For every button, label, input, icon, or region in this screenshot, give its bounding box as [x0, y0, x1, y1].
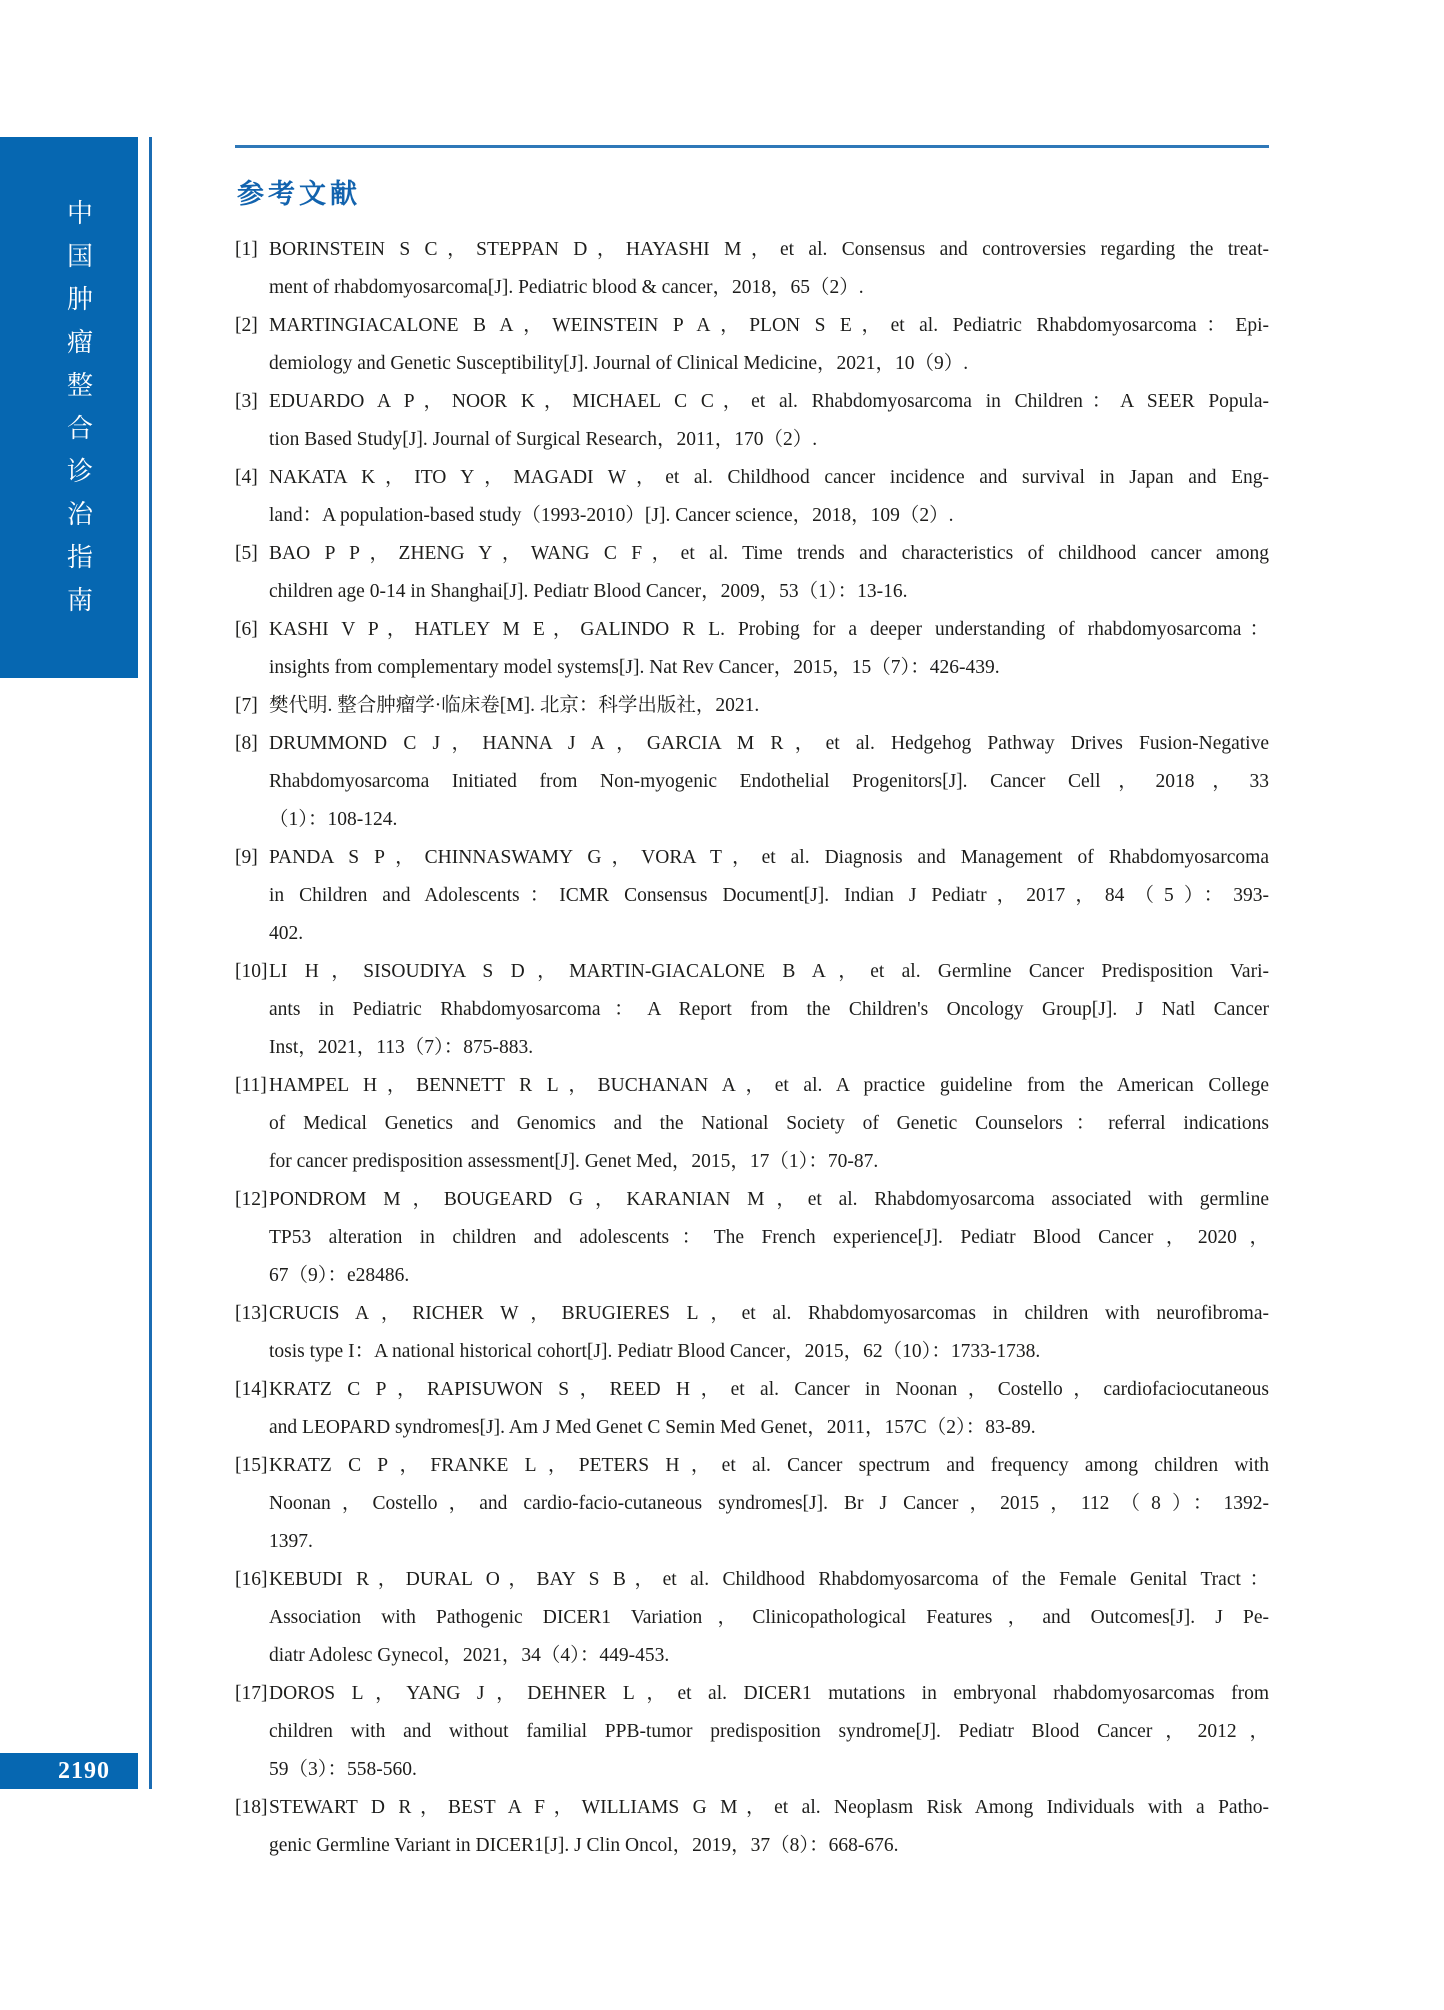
- reference-item: [235, 1675, 1269, 1789]
- references-list: [235, 231, 1269, 1865]
- reference-label: [17]: [235, 1683, 268, 1704]
- reference-line: [17]DOROS L，YANG J，DEHNER L，et al. DICER1 mutations in embryonal rhabdomyosarcomas from: [269, 1675, 1269, 1713]
- reference-line: land：A population-based study（1993-2010）[J]. Cancer science，2018，109（2）.: [269, 505, 954, 526]
- reference-line: [12]PONDROM M，BOUGEARD G，KARANIAN M，et al. Rhabdomyosarcoma associated with germline: [269, 1181, 1269, 1219]
- references-heading: 参考文献: [237, 179, 361, 210]
- reference-item: [235, 383, 1269, 459]
- reference-line: children age 0-14 in Shanghai[J]. Pediatr Blood Cancer，2009，53（1）：13-16.: [269, 581, 908, 602]
- reference-item: [235, 535, 1269, 611]
- reference-label: [16]: [235, 1569, 268, 1590]
- reference-line: insights from complementary model systems[J]. Nat Rev Cancer，2015，15（7）：426-439.: [269, 657, 1000, 678]
- reference-item: [235, 725, 1269, 839]
- reference-label: [11]: [235, 1075, 267, 1096]
- reference-label: [9]: [235, 847, 258, 868]
- page-number-badge: [0, 1753, 138, 1789]
- reference-line: [6] KASHI V P，HATLEY M E，GALINDO R L. Probing for a deeper understanding of rhabdomyosarcoma：: [269, 611, 1269, 649]
- reference-line: for cancer predisposition assessment[J]. Genet Med，2015，17（1）：70-87.: [269, 1151, 879, 1172]
- reference-line: 402.: [269, 923, 304, 944]
- sidebar-title-char: 诊: [66, 457, 93, 486]
- reference-label: [10]: [235, 961, 268, 982]
- reference-line: [10]LI H，SISOUDIYA S D，MARTIN-GIACALONE B A，et al. Germline Cancer Predisposition Vari-: [269, 953, 1269, 991]
- reference-item: [235, 231, 1269, 307]
- reference-item: [235, 1181, 1269, 1295]
- reference-label: [2]: [235, 315, 258, 336]
- reference-label: [14]: [235, 1379, 268, 1400]
- reference-line: demiology and Genetic Susceptibility[J]. Journal of Clinical Medicine，2021，10（9）.: [269, 353, 969, 374]
- reference-item: [235, 611, 1269, 687]
- reference-label: [8]: [235, 733, 258, 754]
- reference-item: [235, 1067, 1269, 1181]
- reference-line: [15]KRATZ C P，FRANKE L，PETERS H，et al. Cancer spectrum and frequency among children with: [269, 1447, 1269, 1485]
- reference-line: TP53 alteration in children and adolescents：The French experience[J]. Pediatr Blood Cancer，2020，: [269, 1227, 1269, 1248]
- reference-line: Noonan，Costello，and cardio-facio-cutaneous syndromes[J]. Br J Cancer，2015，112（8）：1392-: [269, 1493, 1269, 1514]
- page-number: 2190: [58, 1757, 110, 1784]
- reference-line: genic Germline Variant in DICER1[J]. J Clin Oncol，2019，37（8）：668-676.: [269, 1835, 899, 1856]
- reference-line: [11] HAMPEL H，BENNETT R L，BUCHANAN A，et al. A practice guideline from the American College: [269, 1067, 1269, 1105]
- reference-line: Rhabdomyosarcoma Initiated from Non-myogenic Endothelial Progenitors[J]. Cancer Cell，2018，33: [269, 771, 1269, 792]
- reference-label: [3]: [235, 391, 258, 412]
- reference-item: [235, 687, 1269, 725]
- reference-line: [2] MARTINGIACALONE B A，WEINSTEIN P A，PLON S E，et al. Pediatric Rhabdomyosarcoma：Epi-: [269, 307, 1269, 345]
- sidebar-banner: [0, 137, 138, 678]
- reference-item: [235, 953, 1269, 1067]
- reference-line: [18]STEWART D R，BEST A F，WILLIAMS G M，et al. Neoplasm Risk Among Individuals with a Patho-: [269, 1789, 1269, 1827]
- reference-item: [235, 1789, 1269, 1865]
- reference-line: and LEOPARD syndromes[J]. Am J Med Genet C Semin Med Genet，2011，157C（2）：83-89.: [269, 1417, 1036, 1438]
- sidebar-divider-line: [149, 137, 152, 1789]
- reference-line: children with and without familial PPB-tumor predisposition syndrome[J]. Pediatr Blood Cancer，2012，: [269, 1721, 1269, 1742]
- reference-item: [235, 1561, 1269, 1675]
- section-rule: [235, 145, 1269, 148]
- reference-item: [235, 1295, 1269, 1371]
- reference-label: [6]: [235, 619, 258, 640]
- reference-item: [235, 307, 1269, 383]
- reference-line: [4] NAKATA K，ITO Y，MAGADI W，et al. Childhood cancer incidence and survival in Japan and Eng-: [269, 459, 1269, 497]
- reference-label: [15]: [235, 1455, 268, 1476]
- reference-label: [1]: [235, 239, 258, 260]
- reference-line: [16]KEBUDI R，DURAL O，BAY S B，et al. Childhood Rhabdomyosarcoma of the Female Genital Tract：: [269, 1561, 1269, 1599]
- sidebar-title-char: 肿: [66, 285, 93, 314]
- sidebar-title-char: 中: [66, 199, 93, 228]
- reference-line: 67（9）：e28486.: [269, 1265, 410, 1286]
- reference-line: of Medical Genetics and Genomics and the National Society of Genetic Counselors：referral indications: [269, 1113, 1269, 1134]
- reference-line: ants in Pediatric Rhabdomyosarcoma：A Report from the Children's Oncology Group[J]. J Natl Cancer: [269, 999, 1269, 1020]
- reference-label: [4]: [235, 467, 258, 488]
- sidebar-title-char: 合: [66, 414, 93, 443]
- reference-line: （1）：108-124.: [269, 809, 398, 830]
- reference-label: [13]: [235, 1303, 268, 1324]
- sidebar-title-char: 瘤: [66, 328, 93, 357]
- reference-line: tosis type I：A national historical cohort[J]. Pediatr Blood Cancer，2015，62（10）：1733-1738.: [269, 1341, 1041, 1362]
- reference-line: ment of rhabdomyosarcoma[J]. Pediatric blood & cancer，2018，65（2）.: [269, 277, 864, 298]
- reference-item: [235, 839, 1269, 953]
- sidebar-title-char: 整: [66, 371, 93, 400]
- reference-item: [235, 459, 1269, 535]
- reference-label: [18]: [235, 1797, 268, 1818]
- reference-line: Association with Pathogenic DICER1 Variation，Clinicopathological Features，and Outcomes[J]. J Pe-: [269, 1607, 1269, 1628]
- reference-label: [12]: [235, 1189, 268, 1210]
- reference-line: [3] EDUARDO A P，NOOR K，MICHAEL C C，et al. Rhabdomyosarcoma in Children：A SEER Popula-: [269, 383, 1269, 421]
- reference-line: [8] DRUMMOND C J，HANNA J A，GARCIA M R，et al. Hedgehog Pathway Drives Fusion-Negative: [269, 725, 1269, 763]
- reference-line: Inst，2021，113（7）：875-883.: [269, 1037, 534, 1058]
- reference-line: tion Based Study[J]. Journal of Surgical Research，2011，170（2）.: [269, 429, 818, 450]
- reference-label: [5]: [235, 543, 258, 564]
- sidebar-title-char: 国: [66, 242, 93, 271]
- reference-line: diatr Adolesc Gynecol，2021，34（4）：449-453.: [269, 1645, 670, 1666]
- reference-line: [1] BORINSTEIN S C，STEPPAN D，HAYASHI M，et al. Consensus and controversies regarding the treat-: [269, 231, 1269, 269]
- reference-item: [235, 1371, 1269, 1447]
- reference-item: [235, 1447, 1269, 1561]
- reference-line: 59（3）：558-560.: [269, 1759, 417, 1780]
- sidebar-title-char: 指: [66, 543, 93, 572]
- reference-line: [14]KRATZ C P，RAPISUWON S，REED H，et al. Cancer in Noonan，Costello，cardiofaciocutaneous: [269, 1371, 1269, 1409]
- reference-line: 1397.: [269, 1531, 313, 1552]
- reference-label: [7]: [235, 695, 258, 716]
- reference-line: [9] PANDA S P，CHINNASWAMY G，VORA T，et al. Diagnosis and Management of Rhabdomyosarcoma: [269, 839, 1269, 877]
- reference-line: [13]CRUCIS A，RICHER W，BRUGIERES L，et al. Rhabdomyosarcomas in children with neurofibroma-: [269, 1295, 1269, 1333]
- reference-line: [7] 樊代明. 整合肿瘤学·临床卷[M]. 北京：科学出版社，2021.: [269, 687, 1269, 725]
- reference-line: in Children and Adolescents：ICMR Consensus Document[J]. Indian J Pediatr，2017，84（5）：393-: [269, 885, 1269, 906]
- reference-line: [5] BAO P P，ZHENG Y，WANG C F，et al. Time trends and characteristics of childhood cancer among: [269, 535, 1269, 573]
- sidebar-title-char: 南: [66, 586, 93, 615]
- sidebar-title-char: 治: [66, 500, 93, 529]
